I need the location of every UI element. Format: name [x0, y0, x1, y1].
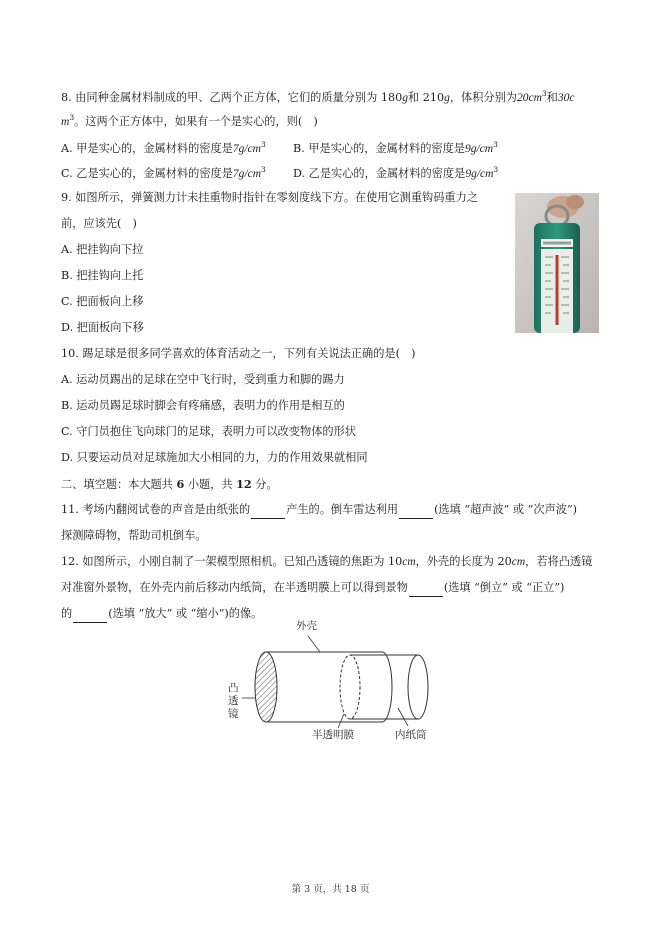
q12-text: ，外壳的长度为 20 [415, 555, 512, 568]
density-value: 7g/cm [232, 168, 262, 180]
label-membrane: 半透明膜 [312, 729, 354, 741]
option-text: C. 乙是实心的，金属材料的密度是 [61, 167, 233, 180]
q10-option-a: A. 运动员踢出的足球在空中飞行时，受到重力和脚的踢力 [61, 373, 345, 386]
density-value: 7g/cm [232, 143, 261, 155]
q12-line2 [61, 580, 564, 597]
section-heading [61, 476, 278, 493]
exponent: 3 [69, 113, 75, 122]
q9-option-b: B. 把挂钩向上托 [61, 269, 144, 282]
volume-1: 20 [516, 92, 529, 104]
q8-text: 8. 由同种金属材料制成的甲、乙两个正方体，它们的质量分别为 180 [61, 91, 403, 104]
label-shell: 外壳 [296, 620, 317, 632]
exponent: 3 [260, 140, 266, 149]
exponent: 3 [493, 140, 498, 149]
translucent-membrane [340, 655, 360, 719]
answer-blank [73, 606, 107, 623]
q8-text: 和 210 [407, 91, 445, 104]
q11-text: 11. 考场内翻阅试卷的声音是由纸张的 [61, 503, 251, 516]
q12-text: ，若将凸透镜 [525, 555, 593, 568]
label-lens: 凸透镜 [228, 682, 239, 720]
q11-line2: 探测障碍物，帮助司机倒车。 [61, 529, 207, 542]
leader-shell [308, 636, 320, 652]
shell-rim [382, 652, 392, 722]
unit-cm: cm [402, 556, 416, 568]
camera-model-diagram [220, 618, 450, 746]
exponent: 3 [541, 89, 547, 98]
q10-option-b: B. 运动员踢足球时脚会有疼痛感，表明力的作用是相互的 [61, 399, 345, 412]
option-text: D. 乙是实心的，金属材料的密度是 [293, 167, 466, 180]
section-text: 分。 [255, 478, 278, 491]
q12-text: 的 [61, 607, 73, 620]
q8-stem-line1 [61, 86, 574, 106]
q9-option-d: D. 把面板向下移 [61, 321, 144, 334]
unit-g: g [402, 92, 408, 104]
q10-option-c: C. 守门员抱住飞向球门的足球，表明力可以改变物体的形状 [61, 425, 356, 438]
q12-text: 对准窗外景物，在外壳内前后移动内纸筒，在半透明膜上可以得到景物 [61, 581, 408, 594]
q8-option-b [293, 137, 498, 157]
q10-option-d: D. 只要运动员对足球施加大小相同的力，力的作用效果就相同 [61, 451, 368, 464]
spring-scale-photo [515, 193, 599, 333]
unit-m: m [61, 116, 70, 128]
convex-lens [255, 652, 277, 722]
q8-option-d [293, 162, 498, 182]
q9-stem-line2: 前，应该先( ) [61, 217, 137, 230]
q8-option-c [61, 162, 266, 182]
q12-line1 [61, 554, 592, 570]
unit-g: g [444, 92, 450, 104]
exponent: 3 [493, 165, 499, 174]
label-inner-tube: 内纸筒 [395, 729, 427, 741]
page-footer: 第 3 页，共 18 页 [291, 884, 370, 895]
q11-text: 产生的。倒车雷达利用 [286, 503, 399, 516]
exponent: 3 [261, 165, 266, 174]
q12-text: 12. 如图所示，小刚自制了一架模型照相机。已知凸透镜的焦距为 10 [61, 555, 403, 568]
q8-stem-line2 [61, 110, 318, 130]
q8-option-a [61, 137, 266, 157]
volume-2: 30 [557, 92, 570, 104]
leader-membrane [338, 714, 344, 728]
q10-stem: 10. 踢足球是很多同学喜欢的体育活动之一，下列有关说法正确的是( ) [61, 347, 416, 360]
q9-option-a: A. 把挂钩向下拉 [61, 243, 144, 256]
leader-inner [398, 708, 408, 726]
section-text: 二、填空题：本大题共 [61, 478, 173, 491]
q8-text: 。这两个正方体中，如果有一个是实心的，则( ) [74, 115, 318, 128]
q12-text: (选填 “放大” 或 “缩小”)的像。 [108, 607, 263, 620]
answer-blank [409, 580, 443, 597]
total-points: 12 [236, 477, 252, 491]
density-value: 9g/cm [465, 168, 494, 180]
question-count: 6 [176, 477, 185, 491]
q9-option-c: C. 把面板向上移 [61, 295, 144, 308]
q11-text: (选填 “超声波” 或 “次声波”) [434, 503, 578, 516]
q9-stem-line1: 9. 如图所示，弹簧测力计未挂重物时指针在零刻度线下方。在使用它测重钩码重力之 [61, 191, 478, 204]
option-text: B. 甲是实心的，金属材料的密度是 [293, 142, 465, 155]
answer-blank [251, 502, 285, 519]
unit-c: c [569, 92, 575, 104]
q12-text: (选填 “倒立” 或 “正立”) [443, 581, 565, 594]
option-text: A. 甲是实心的，金属材料的密度是 [61, 142, 233, 155]
section-text: 小题，共 [187, 478, 233, 491]
q8-text: 和 [546, 91, 558, 104]
unit-cm: cm [528, 92, 542, 104]
answer-blank [399, 502, 433, 519]
q11-line1 [61, 502, 577, 519]
density-value: 9g/cm [464, 143, 494, 155]
inner-tube-end [408, 655, 428, 719]
q8-text: ，体积分别为 [449, 91, 517, 104]
unit-cm: cm [511, 556, 526, 568]
